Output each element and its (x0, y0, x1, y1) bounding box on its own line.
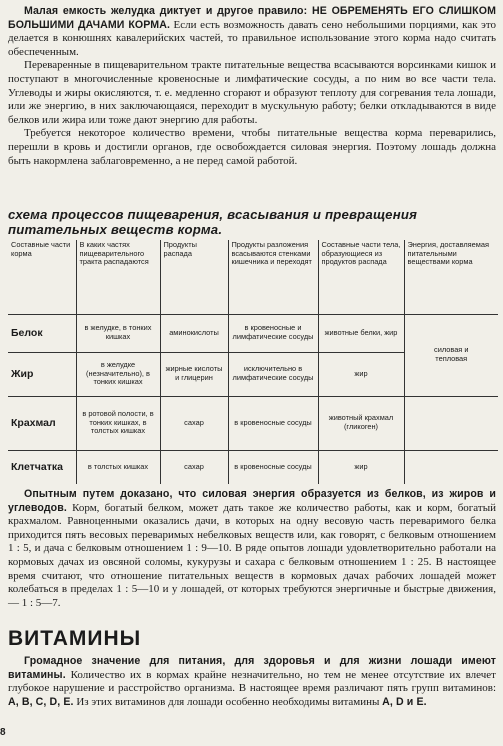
energy-text: Корм, богатый белком, может дать такое же количество работы, как и корм, богатый крахмалом. Равноценными оказались дачи, в которых на одну весовую часть переваримого белка приходится пять весовых переваримых небелковых веществ или, как говорят, с белковым отношением 1 : 5, и дача с белковым отношением 1 : 9—10. В ряде опытов лошади удовлетворительно работали на кормовых дачах из овсяной соломы, кукурузы и сахара с белковым отношением 1 : 25. В настоящее время считают, что отношение питательных веществ в кормовых дачах рабочих лошадей может колебаться в пределах 1 : 5—10 и у лошадей, от которых требуются энергичные и быстрые движения, — 1 : 5—7. (8, 501, 496, 609)
stomach-rule-bold: Малая емкость желудка диктует и другое правило: НЕ ОБРЕМЕНЯТЬ ЕГО СЛИШКОМ БОЛЬШИМИ ДАЧАМИ КОРМА. (8, 5, 496, 31)
table-header-row (8, 240, 498, 314)
row-name: Белок (8, 314, 76, 352)
digestion-scheme-table (8, 240, 498, 484)
cell-absorbed: в кровеносные сосуды (228, 450, 318, 484)
cell-products: жирные кислоты и глицерин (160, 352, 228, 396)
scheme-table-container (8, 240, 498, 484)
paragraph-vitamins (8, 655, 496, 709)
cell-body: животный крахмал (гликоген) (318, 396, 404, 450)
energy-bold: Опытным путем доказано, что силовая энергия образуется из белков, из жиров и углеводов. (8, 488, 496, 514)
cell-body: животные белки, жир (318, 314, 404, 352)
cell-energy-empty (404, 396, 498, 450)
energy-section (8, 488, 496, 610)
cell-products: сахар (160, 396, 228, 450)
header-components: Составные части корма (8, 240, 76, 314)
vitamins-bold: Громадное значение для питания, для здоровья и для жизни лошади имеют витамины. (8, 655, 496, 681)
cell-where: в желудке (незначительно), в тонких кишках (76, 352, 160, 396)
cell-absorbed: в кровеносные сосуды (228, 396, 318, 450)
cell-products: сахар (160, 450, 228, 484)
cell-body: жир (318, 352, 404, 396)
header-absorbed: Продукты разложения всасываются стенками кишечника и переходят (228, 240, 318, 314)
page-number: 8 (0, 727, 6, 738)
vitamins-section (8, 655, 496, 709)
vitamins-heading: ВИТАМИНЫ (8, 627, 142, 650)
intro-section (8, 5, 496, 168)
cell-energy-empty (404, 450, 498, 484)
table-row (8, 450, 498, 484)
paragraph-energy (8, 488, 496, 610)
stomach-rule-text: Если есть возможность давать сено небольшими порциями, как это делается в конюшнях кавалерийских частей, то правильное использование этого корма надо считать обеспеченным. (8, 18, 496, 58)
paragraph-absorption: Переваренные в пищеварительном тракте питательные вещества всасываются ворсинками кишок и поступают в многочисленные кровеносные и лимфатические сосуды, а по ним во все части тела. Углеводы и жиры окисляются, т. е. медленно сгорают и образуют теплоту для согревания тела лошади, или же энергию, в них заключающаяся, переходит в мускульную работу; белки откладываются в виде белков или жира или тоже дают энергию для работы. (8, 59, 496, 126)
scheme-heading: схема процессов пищеварения, всасывания и превращения питательных веществ корма. (8, 207, 418, 237)
vitamins-text-2: Из этих витаминов для лошади особенно необходимы витамины (73, 695, 383, 708)
cell-absorbed: исключительно в лимфатические сосуды (228, 352, 318, 396)
cell-where: в толстых кишках (76, 450, 160, 484)
row-name: Крахмал (8, 396, 76, 450)
cell-where: в ротовой полости, в тонких кишках, в толстых кишках (76, 396, 160, 450)
header-products: Продукты распада (160, 240, 228, 314)
row-name: Жир (8, 352, 76, 396)
vitamin-groups: A, B, C, D, E. (8, 695, 74, 708)
cell-absorbed: в кровеносные и лимфатические сосуды (228, 314, 318, 352)
cell-energy: силовая и тепловая (404, 314, 498, 396)
paragraph-stomach-rule (8, 5, 496, 59)
table-row (8, 396, 498, 450)
header-where: В каких частях пищеварительного тракта распадаются (76, 240, 160, 314)
cell-products: аминокислоты (160, 314, 228, 352)
table-row (8, 314, 498, 352)
header-body-parts: Составные части тела, образующиеся из продуктов распада (318, 240, 404, 314)
header-energy: Энергия, доставляемая питательными веществами корма (404, 240, 498, 314)
cell-body: жир (318, 450, 404, 484)
cell-where: в желудке, в тонких кишках (76, 314, 160, 352)
vitamins-text: Количество их в кормах крайне незначительно, но тем не менее отсутствие их влечет глубокое нарушение и расстройство организма. В настоящее время различают пять групп витаминов: (8, 668, 496, 695)
paragraph-timing: Требуется некоторое количество времени, чтобы питательные вещества корма переварились, перешли в кровь и достигли органов, где освобождается силовая энергия. Поэтому лошадь должна быть накормлена заблаговременно, а не перед самой работой. (8, 127, 496, 167)
vitamins-needed: A, D и E. (382, 695, 427, 708)
row-name: Клетчатка (8, 450, 76, 484)
